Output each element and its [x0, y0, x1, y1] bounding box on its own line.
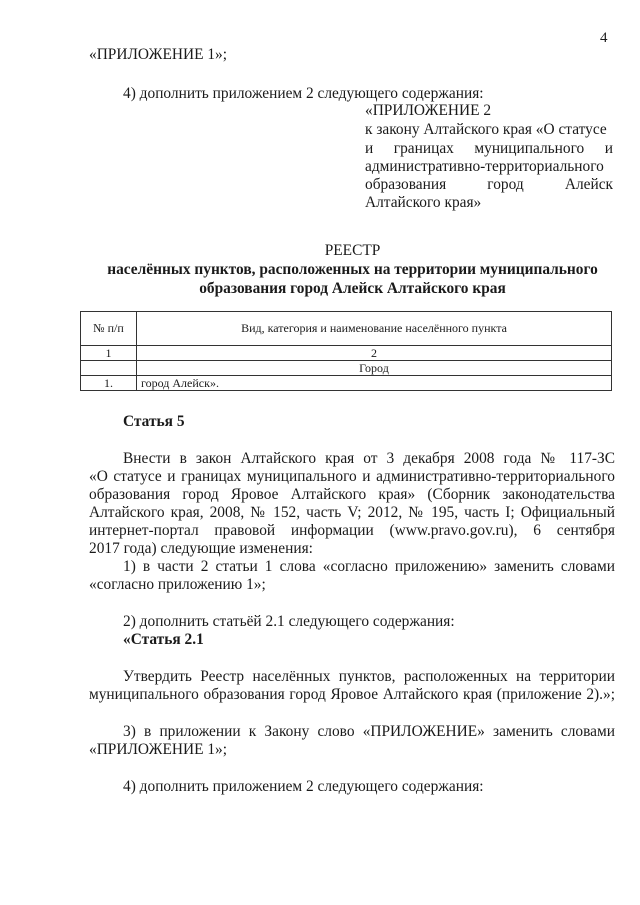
appendix-line: образования город Алейск	[365, 176, 613, 193]
register-subtitle: населённых пунктов, расположенных на территории муниципального	[107, 261, 598, 278]
register-subtitle: образования город Алейск Алтайского края	[199, 280, 506, 297]
register-title: РЕЕСТР	[324, 242, 381, 259]
column-number-cell: 2	[137, 346, 612, 361]
appendix-line: Алтайского края»	[365, 194, 482, 211]
text-line: 4) дополнить приложением 2 следующего содержания:	[123, 778, 484, 795]
text-line: «О статусе и границах муниципального и административно-территориального	[89, 468, 615, 485]
appendix-line: «ПРИЛОЖЕНИЕ 2	[365, 102, 492, 119]
appendix-line: к закону Алтайского края «О статусе	[365, 121, 607, 138]
text-line: 3) в приложении к Закону слово «ПРИЛОЖЕНИЕ» заменить словами	[123, 723, 615, 740]
register-table	[80, 311, 612, 391]
text-line: 4) дополнить приложением 2 следующего содержания:	[123, 85, 484, 102]
appendix-line: и границах муниципального и	[365, 140, 613, 157]
text-line: «ПРИЛОЖЕНИЕ 1»;	[89, 741, 227, 758]
table-row-number: 1.	[81, 376, 137, 391]
text-line: интернет-портал правовой информации (www.pravo.gov.ru), 6 сентября	[89, 522, 615, 539]
text-line: «согласно приложению 1»;	[89, 576, 266, 593]
appendix-line: административно-территориального	[365, 158, 604, 175]
text-line: Алтайского края, 2008, № 152, часть V; 2012, № 195, часть I; Официальный	[89, 504, 615, 521]
text-line: 1) в части 2 статьи 1 слова «согласно приложению» заменить словами	[123, 558, 615, 575]
text-line: муниципального образования город Яровое Алтайского края (приложение 2).»;	[89, 686, 615, 703]
text-line: Утвердить Реестр населённых пунктов, расположенных на территории	[123, 668, 615, 685]
text-line: образования город Яровое Алтайского края» (Сборник законодательства	[89, 486, 615, 503]
table-cell	[81, 361, 137, 376]
text-line: 2) дополнить статьёй 2.1 следующего содержания:	[123, 613, 455, 630]
article-heading: «Статья 2.1	[123, 631, 204, 648]
page-number: 4	[600, 30, 608, 46]
table-section-label: Город	[137, 361, 612, 376]
article-heading: Статья 5	[123, 413, 185, 430]
text-line: 2017 года) следующие изменения:	[89, 540, 313, 557]
text-line: «ПРИЛОЖЕНИЕ 1»;	[89, 46, 227, 63]
column-number-cell: 1	[81, 346, 137, 361]
table-row-description: город Алейск».	[137, 376, 612, 391]
table-header-number: № п/п	[81, 312, 137, 346]
table-header-description: Вид, категория и наименование населённого пункта	[137, 312, 612, 346]
text-line: Внести в закон Алтайского края от 3 декабря 2008 года № 117-ЗС	[123, 450, 615, 467]
